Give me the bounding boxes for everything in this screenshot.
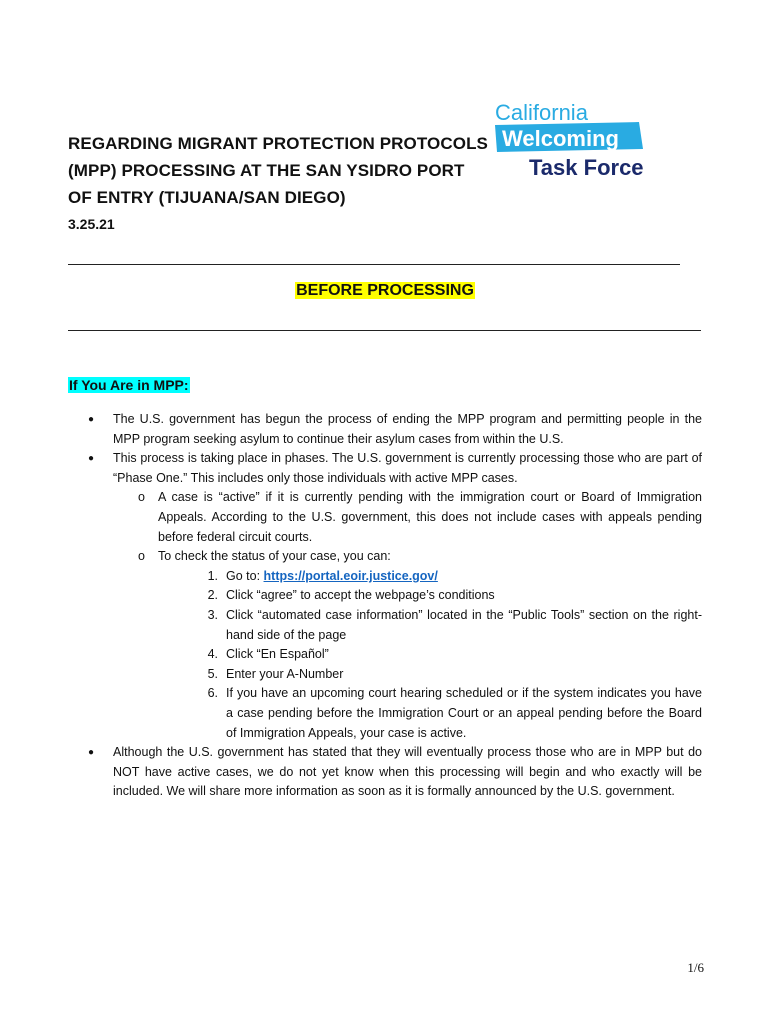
bullet-icon: ●: [88, 453, 95, 465]
eoir-portal-link[interactable]: https://portal.eoir.justice.gov/: [263, 568, 438, 583]
list-item: ● Although the U.S. government has stated that they will eventually process those who are in MPP but do NOT have active cases, we do not yet know when this processing will begin and who exactly will be included. We will share more information as soon as it is formally announced by the U.S. government.: [88, 745, 702, 799]
step-item: 3. Click “automated case information” located in the “Public Tools” section on the right-hand side of the page: [68, 606, 702, 645]
logo-line-1: California: [495, 100, 588, 125]
document-date: 3.25.21: [68, 216, 115, 232]
step-item: 1. Go to: https://portal.eoir.justice.gov/: [68, 567, 702, 587]
sub-list-item: o A case is “active” if it is currently pending with the immigration court or Board of Immigration Appeals. According to the U.S. government, this does not include cases with appeals pending before federal circuit courts.: [138, 490, 702, 544]
step-item: 2. Click “agree” to accept the webpage’s conditions: [68, 586, 702, 606]
list-item: ● The U.S. government has begun the process of ending the MPP program and permitting people in the MPP program seeking asylum to continue their asylum cases from within the U.S.: [88, 412, 702, 446]
circle-bullet-icon: o: [138, 549, 145, 564]
step-number: 4.: [207, 647, 218, 662]
step-number: 5.: [207, 666, 218, 681]
step-number: 2.: [207, 588, 218, 603]
divider-line: [68, 264, 680, 265]
divider-line: [68, 330, 701, 331]
sub-list-item: o To check the status of your case, you can:: [68, 547, 702, 567]
logo-line-2: Welcoming: [502, 126, 619, 151]
step-item: 4. Click “En Español”: [68, 645, 702, 665]
section-heading: BEFORE PROCESSING: [296, 282, 474, 299]
step-number: 1.: [207, 568, 218, 583]
step-item: 6. If you have an upcoming court hearing scheduled or if the system indicates you have a case pending before the Immigration Court or an appeal pending before the Board of Immigration Appeals, your case is active.: [68, 684, 702, 743]
step-item: 5. Enter your A-Number: [68, 665, 702, 685]
step-number: 3.: [207, 607, 218, 622]
bullet-icon: ●: [88, 414, 95, 425]
page-number: 1/6: [687, 960, 704, 975]
document-title: REGARDING MIGRANT PROTECTION PROTOCOLS (MPP) PROCESSING AT THE SAN YSIDRO PORT OF ENTRY (TIJUANA/SAN DIEGO): [68, 134, 488, 207]
circle-bullet-icon: o: [138, 490, 145, 505]
step-number: 6.: [207, 686, 218, 701]
california-welcoming-task-force-logo: [493, 100, 663, 182]
logo-line-3: Task Force: [529, 155, 644, 180]
bullet-icon: ●: [88, 747, 95, 759]
list-item: ● This process is taking place in phases. The U.S. government is currently processing those who are part of “Phase One.” This includes only those individuals with active MPP cases.: [88, 451, 702, 485]
subheading: If You Are in MPP:: [69, 377, 189, 393]
document-body: [68, 410, 702, 802]
